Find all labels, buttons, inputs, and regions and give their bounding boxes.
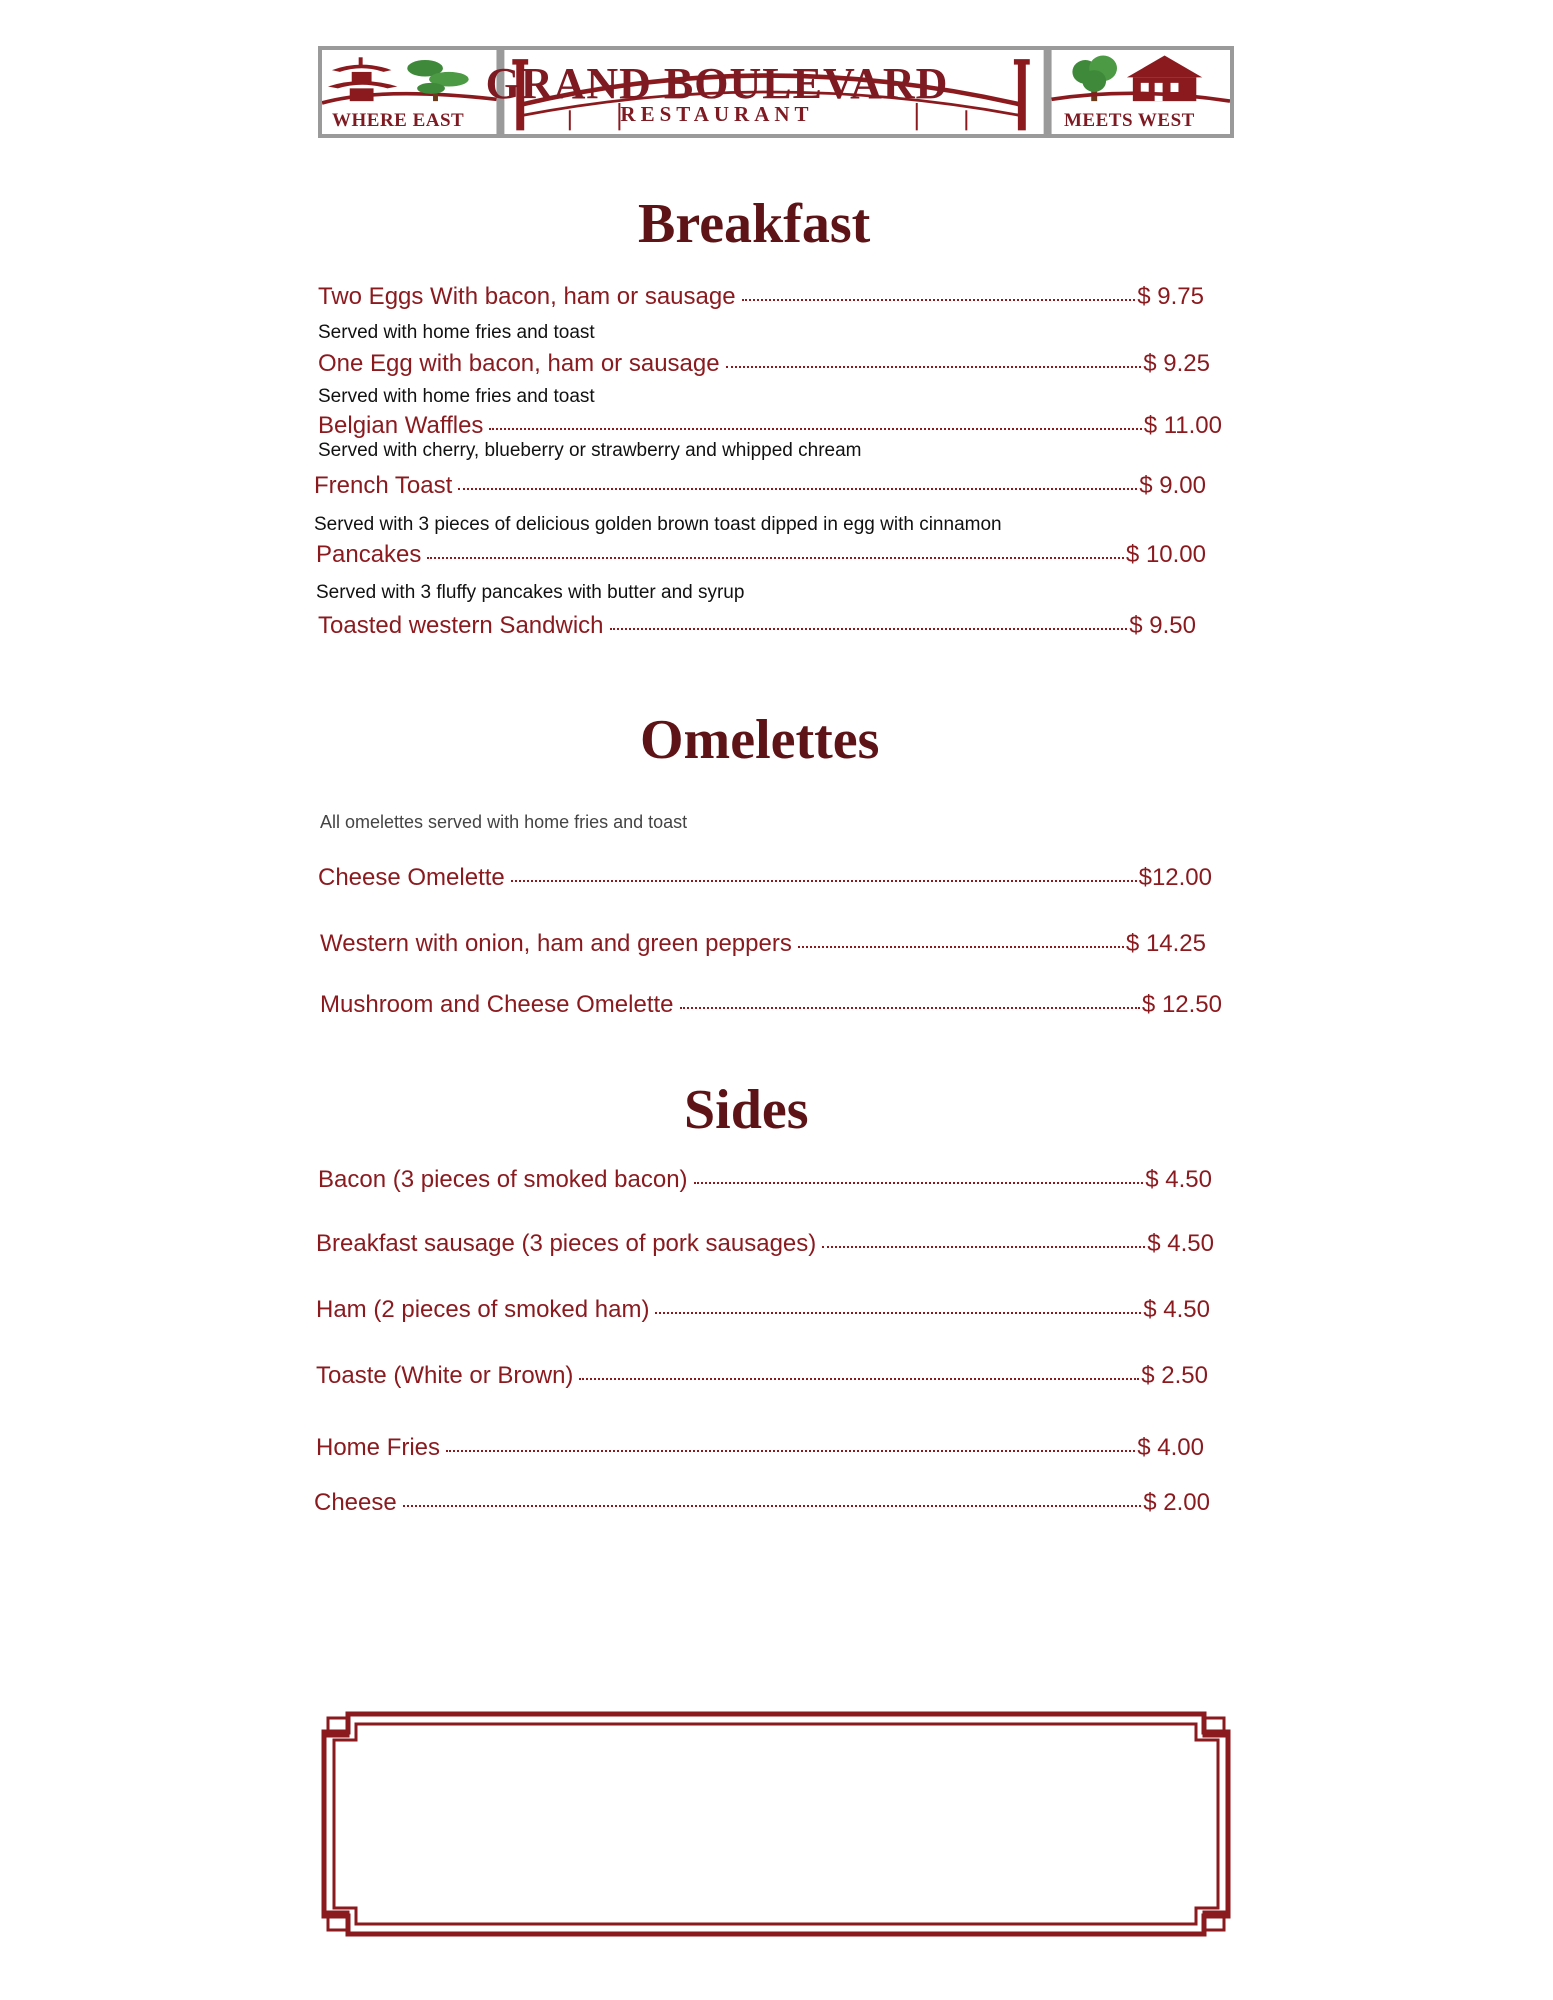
leader-dots	[446, 1450, 1135, 1452]
item-price: $ 2.00	[1143, 1489, 1210, 1516]
menu-item	[316, 1362, 1208, 1396]
item-description: Served with home fries and toast	[318, 386, 595, 407]
menu-item	[320, 991, 1222, 1025]
item-price: $ 4.50	[1143, 1296, 1210, 1323]
menu-item	[318, 864, 1212, 898]
item-price: $ 9.75	[1137, 283, 1204, 310]
leader-dots	[458, 488, 1137, 490]
banner-right-text: MEETS WEST	[1064, 110, 1195, 131]
restaurant-banner	[318, 46, 1234, 138]
item-price: $ 4.00	[1137, 1434, 1204, 1461]
item-name: Two Eggs With bacon, ham or sausage	[318, 283, 736, 310]
restaurant-subtitle: RESTAURANT	[620, 102, 814, 126]
menu-item	[316, 1434, 1204, 1468]
leader-dots	[694, 1182, 1144, 1184]
leader-dots	[610, 628, 1128, 630]
leader-dots	[427, 557, 1124, 559]
item-name: Toasted western Sandwich	[318, 612, 604, 639]
item-price: $ 9.50	[1129, 612, 1196, 639]
item-price: $ 9.00	[1139, 472, 1206, 499]
leader-dots	[403, 1505, 1142, 1507]
leader-dots	[726, 366, 1142, 368]
frame-border-icon	[316, 1708, 1236, 1940]
item-price: $ 12.50	[1141, 991, 1222, 1018]
leader-dots	[511, 880, 1137, 882]
section-title-breakfast: Breakfast	[638, 193, 871, 255]
item-name: Pancakes	[316, 541, 422, 568]
item-name: Home Fries	[316, 1434, 441, 1461]
leader-dots	[655, 1312, 1141, 1314]
leader-dots	[579, 1378, 1139, 1380]
decorative-frame	[316, 1708, 1236, 1940]
menu-item	[316, 541, 1206, 575]
item-name: Toaste (White or Brown)	[316, 1362, 574, 1389]
leader-dots	[798, 946, 1124, 948]
menu-item	[318, 1166, 1212, 1200]
leader-dots	[822, 1246, 1145, 1248]
menu-item	[316, 1296, 1210, 1330]
item-name: Cheese Omelette	[318, 864, 505, 891]
menu-item	[314, 472, 1206, 506]
restaurant-name: GRAND BOULEVARD	[485, 59, 949, 108]
item-price: $ 2.50	[1141, 1362, 1208, 1389]
item-description: Served with 3 fluffy pancakes with butter and syrup	[316, 582, 745, 603]
leader-dots	[742, 299, 1136, 301]
banner-left-text: WHERE EAST	[332, 110, 465, 131]
item-description: Served with cherry, blueberry or strawberry and whipped chream	[318, 440, 862, 461]
item-price: $ 4.50	[1145, 1166, 1212, 1193]
section-title-sides: Sides	[684, 1079, 809, 1141]
item-name: Ham (2 pieces of smoked ham)	[316, 1296, 650, 1323]
menu-item	[316, 1230, 1214, 1264]
menu-item	[318, 283, 1204, 317]
leader-dots	[680, 1007, 1140, 1009]
item-name: Western with onion, ham and green peppers	[320, 930, 792, 957]
item-name: Cheese	[314, 1489, 397, 1516]
item-name: Mushroom and Cheese Omelette	[320, 991, 674, 1018]
leader-dots	[489, 428, 1141, 430]
item-name: One Egg with bacon, ham or sausage	[318, 350, 720, 377]
item-name: French Toast	[314, 472, 453, 499]
item-description: Served with 3 pieces of delicious golden brown toast dipped in egg with cinnamon	[314, 514, 1002, 535]
item-name: Breakfast sausage (3 pieces of pork sausages)	[316, 1230, 817, 1257]
item-price: $ 9.25	[1143, 350, 1210, 377]
menu-item	[320, 930, 1206, 964]
section-note: All omelettes served with home fries and toast	[320, 812, 688, 832]
menu-item	[314, 1489, 1210, 1523]
item-price: $12.00	[1138, 864, 1212, 891]
menu-item	[318, 350, 1210, 384]
section-title-omelettes: Omelettes	[640, 709, 880, 771]
item-price: $ 11.00	[1143, 412, 1222, 439]
item-price: $ 14.25	[1125, 930, 1206, 957]
item-price: $ 4.50	[1147, 1230, 1214, 1257]
item-description: Served with home fries and toast	[318, 322, 595, 343]
item-name: Bacon (3 pieces of smoked bacon)	[318, 1166, 688, 1193]
menu-item	[318, 612, 1196, 646]
item-price: $ 10.00	[1125, 541, 1206, 568]
item-name: Belgian Waffles	[318, 412, 484, 439]
